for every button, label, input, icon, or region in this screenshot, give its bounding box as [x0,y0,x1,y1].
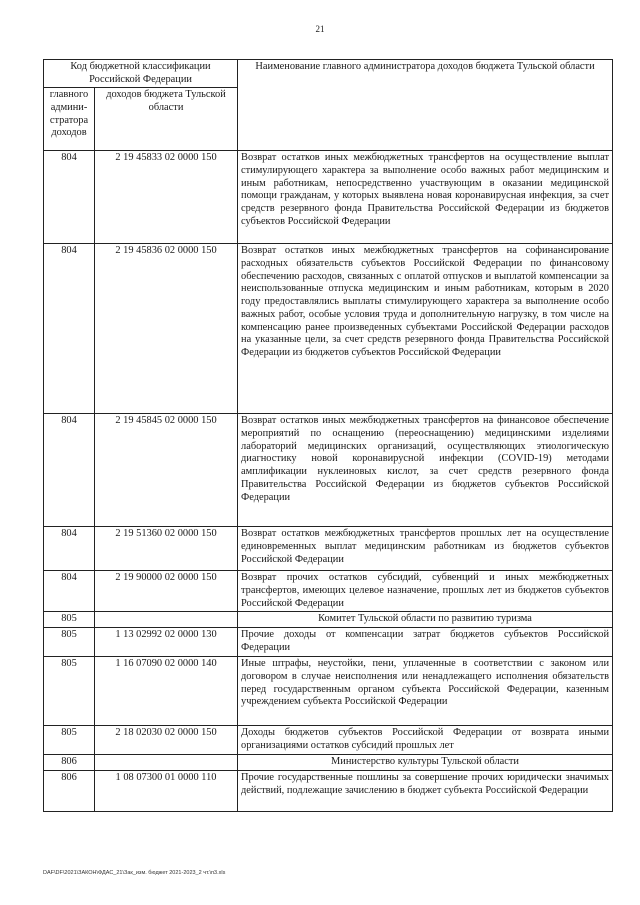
budget-code: 2 19 45836 02 0000 150 [95,244,238,414]
admin-code: 805 [44,628,95,657]
admin-code: 804 [44,527,95,571]
table-row [44,657,613,726]
section-title: Комитет Тульской области по развитию туризма [238,612,613,628]
table-row-section [44,755,613,771]
table-row [44,414,613,527]
budget-code: 2 19 45833 02 0000 150 [95,151,238,244]
income-name: Прочие доходы от компенсации затрат бюджетов субъектов Российской Федерации [238,628,613,657]
table-row [44,151,613,244]
income-name: Возврат остатков иных межбюджетных трансфертов на осуществление выплат стимулирующего характера за выполнение особо важных работ медицинским и иным работникам, непосредственно участвующим в оказании медицинской помощи гражданам, у которых выявлена новая коронавирусная инфекция, за счет средств резервного фонда Правительства Российской Федерации из бюджетов субъектов Российской Федерации [238,151,613,244]
table-row [44,726,613,755]
budget-code: 2 19 45845 02 0000 150 [95,414,238,527]
budget-code [95,612,238,628]
admin-code: 806 [44,755,95,771]
budget-code: 2 18 02030 02 0000 150 [95,726,238,755]
table-row [44,770,613,811]
admin-code: 805 [44,726,95,755]
file-path-footer: DAF\DF\2021\ЗАКОН\ФДАС_21\Зак_изм. бюджет 2021-2023_2 чт.\п3.xls [43,870,226,876]
income-name: Иные штрафы, неустойки, пени, уплаченные в соответствии с законом или договором в случае неисполнения или ненадлежащего исполнения обязательств перед государственным органом субъекта Российской Федерации, казенным учреждением субъекта Российской Федерации [238,657,613,726]
admin-code: 805 [44,612,95,628]
header-income-col: доходов бюджета Тульской области [95,88,238,151]
header-name-col: Наименование главного администратора доходов бюджета Тульской области [238,60,613,151]
header-admin-col: главного админи-стратора доходов [44,88,95,151]
income-name: Доходы бюджетов субъектов Российской Федерации от возврата иными организациями остатков субсидий прошлых лет [238,726,613,755]
income-name: Прочие государственные пошлины за совершение прочих юридически значимых действий, подлежащие зачислению в бюджет субъекта Российской Федерации [238,770,613,811]
table-row [44,571,613,612]
header-code-group: Код бюджетной классификации Российской Федерации [44,60,238,88]
table-header-row [44,60,613,88]
table-row-section [44,612,613,628]
budget-code: 1 13 02992 02 0000 130 [95,628,238,657]
admin-code: 805 [44,657,95,726]
income-name: Возврат остатков межбюджетных трансфертов прошлых лет на осуществление единовременных выплат медицинским работникам из бюджетов субъектов Российской Федерации [238,527,613,571]
budget-code: 2 19 90000 02 0000 150 [95,571,238,612]
admin-code: 804 [44,151,95,244]
page-number: 21 [315,24,325,34]
admin-code: 804 [44,414,95,527]
section-title: Министерство культуры Тульской области [238,755,613,771]
budget-code: 1 16 07090 02 0000 140 [95,657,238,726]
income-name: Возврат остатков иных межбюджетных трансфертов на финансовое обеспечение мероприятий по оснащению (переоснащению) медицинскими изделиями лабораторий медицинских организаций, осуществляющих этиологическую диагностику новой коронавирусной инфекции (COVID-19) методами амплификации нуклеиновых кислот, за счет средств резервного фонда Правительства Российской Федерации из бюджетов субъектов Российской Федерации [238,414,613,527]
budget-code: 1 08 07300 01 0000 110 [95,770,238,811]
budget-code-table [43,59,613,812]
table-row [44,527,613,571]
admin-code: 804 [44,571,95,612]
table-row [44,628,613,657]
admin-code: 804 [44,244,95,414]
income-name: Возврат остатков иных межбюджетных трансфертов на софинансирование расходных обязательств субъектов Российской Федерации по финансовому обеспечению расходов, связанных с оплатой отпусков и выплатой компенсации за неиспользованные отпуска медицинским и иным работникам, которым в 2020 году предоставлялись выплаты стимулирующего характера за выполнение особо важных работ, особые условия труда и дополнительную нагрузку, в том числе на компенсацию ранее произведенных субъектами Российской Федерации расходов на указанные цели, за счет средств резервного фонда Правительства Российской Федерации из бюджетов субъектов Российской Федерации [238,244,613,414]
admin-code: 806 [44,770,95,811]
income-name: Возврат прочих остатков субсидий, субвенций и иных межбюджетных трансфертов, имеющих целевое назначение, прошлых лет из бюджетов субъектов Российской Федерации [238,571,613,612]
table-row [44,244,613,414]
budget-code: 2 19 51360 02 0000 150 [95,527,238,571]
budget-code [95,755,238,771]
